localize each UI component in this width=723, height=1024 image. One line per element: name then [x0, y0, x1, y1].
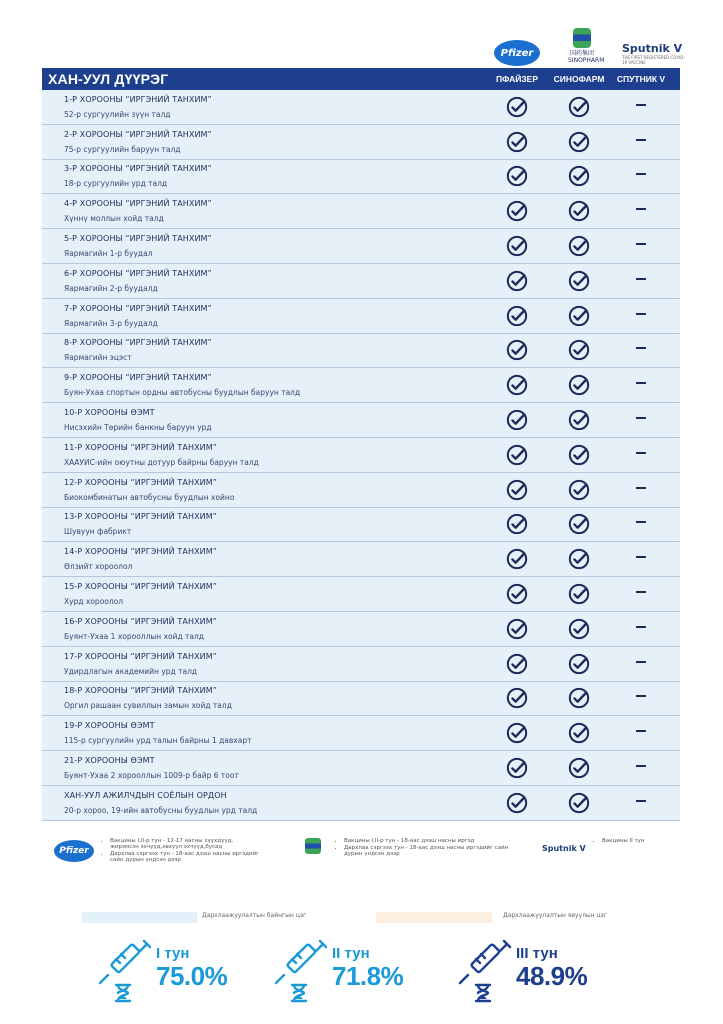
cell-sinopharm [548, 403, 610, 437]
check-circle-icon [506, 513, 528, 535]
cell-sinopharm [548, 508, 610, 542]
table-row [42, 125, 680, 160]
pfizer-note-item: • Дархлаа сэргээх тун - 18-аас дээш насны иргэдийг сайн дурын үндсэн дээр [110, 851, 260, 863]
dash-icon [636, 556, 646, 558]
pfizer-note-item: • Вакцины I,II-р тун - 12-17 насны хүүхдүүд, жирэмсэн эхчүүд,хөхүүл эхчүүд,бусад [110, 838, 260, 850]
cell-sputnik [610, 786, 672, 820]
location-name: 5-Р ХОРООНЫ “ИРГЭНИЙ ТАНХИМ” [64, 234, 212, 244]
cell-sputnik [610, 334, 672, 368]
location-name: 15-Р ХОРООНЫ “ИРГЭНИЙ ТАНХИМ” [64, 582, 217, 592]
cell-sinopharm [548, 299, 610, 333]
availability-cells [466, 682, 680, 716]
location-name: 10-Р ХОРООНЫ ӨЭМТ [64, 408, 155, 418]
check-circle-icon [568, 444, 590, 466]
check-circle-icon [506, 200, 528, 222]
cell-pfizer [486, 403, 548, 437]
location-name: 4-Р ХОРООНЫ “ИРГЭНИЙ ТАНХИМ” [64, 199, 212, 209]
availability-cells [466, 90, 680, 124]
table-row [42, 160, 680, 195]
location-cell [42, 368, 466, 402]
location-cell [42, 786, 466, 820]
dose-percent: 71.8% [332, 961, 404, 991]
dash-icon [636, 661, 646, 663]
check-circle-icon [568, 618, 590, 640]
check-circle-icon [568, 270, 590, 292]
cell-sputnik [610, 438, 672, 472]
check-circle-icon [568, 339, 590, 361]
table-row [42, 612, 680, 647]
availability-cells [466, 299, 680, 333]
location-address: 52-р сургуулийн зүүн талд [64, 109, 171, 119]
cell-pfizer [486, 508, 548, 542]
check-circle-icon [568, 235, 590, 257]
check-circle-icon [506, 165, 528, 187]
cell-sinopharm [548, 368, 610, 402]
availability-cells [466, 542, 680, 576]
cell-sputnik [610, 647, 672, 681]
location-name: 8-Р ХОРООНЫ “ИРГЭНИЙ ТАНХИМ” [64, 338, 212, 348]
sinopharm-note [334, 838, 509, 858]
location-cell [42, 160, 466, 194]
cell-pfizer [486, 264, 548, 298]
check-circle-icon [506, 96, 528, 118]
location-address: Яармагийн 2-р буудалд [64, 283, 158, 293]
table-row [42, 403, 680, 438]
availability-cells [466, 612, 680, 646]
cell-pfizer [486, 160, 548, 194]
check-circle-icon [506, 270, 528, 292]
location-address: Хурд хороолол [64, 597, 124, 607]
check-circle-icon [568, 96, 590, 118]
dash-icon [636, 521, 646, 523]
table-row [42, 229, 680, 264]
check-circle-icon [568, 165, 590, 187]
cell-pfizer [486, 751, 548, 785]
legend-swatch-mobile [376, 912, 492, 923]
location-name: 13-Р ХОРООНЫ “ИРГЭНИЙ ТАНХИМ” [64, 512, 217, 522]
sinopharm-note-item: • Вакцины I,II-р тун - 18-аас дээш насны иргэд [344, 838, 509, 844]
cell-pfizer [486, 229, 548, 263]
dose-label: I тун [156, 945, 190, 962]
availability-cells [466, 438, 680, 472]
check-circle-icon [568, 374, 590, 396]
check-circle-icon [568, 513, 590, 535]
dash-icon [636, 730, 646, 732]
cell-sinopharm [548, 542, 610, 576]
cell-sputnik [610, 229, 672, 263]
cell-pfizer [486, 334, 548, 368]
location-address: Хүннү моллын хойд талд [64, 214, 164, 224]
legend [82, 910, 622, 926]
availability-cells [466, 125, 680, 159]
cell-pfizer [486, 542, 548, 576]
location-cell [42, 647, 466, 681]
dose-block [96, 935, 266, 1005]
availability-cells [466, 160, 680, 194]
location-name: 11-Р ХОРООНЫ “ИРГЭНИЙ ТАНХИМ” [64, 442, 217, 452]
location-address: Яармагийн эцэст [64, 353, 132, 363]
check-circle-icon [506, 479, 528, 501]
dash-icon [636, 800, 646, 802]
cell-sputnik [610, 194, 672, 228]
cell-sputnik [610, 299, 672, 333]
location-cell [42, 125, 466, 159]
cell-sinopharm [548, 160, 610, 194]
table-row [42, 194, 680, 229]
availability-cells [466, 647, 680, 681]
check-circle-icon [568, 548, 590, 570]
cell-sinopharm [548, 716, 610, 750]
cell-pfizer [486, 368, 548, 402]
sputnik-logo-small: Sputnik V [542, 844, 586, 853]
cell-sputnik [610, 682, 672, 716]
location-address: ХААУИС-ийн оюутны дотуур байрны баруун талд [64, 457, 259, 467]
location-cell [42, 473, 466, 507]
availability-cells [466, 577, 680, 611]
location-address: 20-р хороо, 19-ийн автобусны буудлын урд талд [64, 805, 258, 815]
check-circle-icon [568, 131, 590, 153]
availability-cells [466, 786, 680, 820]
cell-pfizer [486, 194, 548, 228]
cell-sputnik [610, 751, 672, 785]
dash-icon [636, 208, 646, 210]
location-cell [42, 264, 466, 298]
cell-pfizer [486, 299, 548, 333]
table-row [42, 508, 680, 543]
dash-icon [636, 313, 646, 315]
cell-sinopharm [548, 751, 610, 785]
check-circle-icon [506, 235, 528, 257]
table-body [42, 90, 680, 821]
cell-pfizer [486, 647, 548, 681]
availability-cells [466, 751, 680, 785]
cell-sputnik [610, 403, 672, 437]
dash-icon [636, 243, 646, 245]
table-row [42, 90, 680, 125]
vaccination-table [42, 68, 680, 821]
vaccine-notes [54, 830, 674, 880]
dash-icon [636, 382, 646, 384]
location-name: 7-Р ХОРООНЫ “ИРГЭНИЙ ТАНХИМ” [64, 303, 212, 313]
check-circle-icon [506, 792, 528, 814]
location-cell [42, 751, 466, 785]
cell-pfizer [486, 90, 548, 124]
location-cell [42, 194, 466, 228]
table-row [42, 368, 680, 403]
cell-sinopharm [548, 264, 610, 298]
availability-cells [466, 194, 680, 228]
location-cell [42, 682, 466, 716]
check-circle-icon [568, 479, 590, 501]
location-address: Оргил рашаан сувиллын замын хойд талд [64, 701, 232, 711]
availability-cells [466, 473, 680, 507]
cell-sputnik [610, 577, 672, 611]
dash-icon [636, 417, 646, 419]
dose-label: III тун [516, 945, 558, 962]
syringe-hourglass-icon [456, 937, 514, 1003]
cell-sputnik [610, 473, 672, 507]
check-circle-icon [506, 757, 528, 779]
sinopharm-logo-small [302, 838, 324, 866]
cell-pfizer [486, 786, 548, 820]
sputnik-note [592, 838, 672, 845]
location-cell [42, 438, 466, 472]
dose-coverage [96, 935, 616, 1005]
table-row [42, 751, 680, 786]
check-circle-icon [506, 618, 528, 640]
check-circle-icon [506, 548, 528, 570]
dash-icon [636, 452, 646, 454]
location-name: 19-Р ХОРООНЫ ӨЭМТ [64, 721, 155, 731]
location-name: 17-Р ХОРООНЫ “ИРГЭНИЙ ТАНХИМ” [64, 651, 217, 661]
check-circle-icon [506, 444, 528, 466]
table-row [42, 682, 680, 717]
cell-sinopharm [548, 682, 610, 716]
location-name: 16-Р ХОРООНЫ “ИРГЭНИЙ ТАНХИМ” [64, 616, 217, 626]
location-address: 75-р сургуулийн баруун талд [64, 144, 181, 154]
location-cell [42, 612, 466, 646]
location-address: Биокомбинатын автобусны буудлын хойно [64, 492, 235, 502]
dose-percent: 75.0% [156, 961, 228, 991]
location-name: 18-Р ХОРООНЫ “ИРГЭНИЙ ТАНХИМ” [64, 686, 217, 696]
legend-label-mobile: Дархлаажуулалтын явуулын цэг [503, 912, 608, 919]
cell-sinopharm [548, 577, 610, 611]
cell-pfizer [486, 682, 548, 716]
check-circle-icon [506, 653, 528, 675]
location-name: 12-Р ХОРООНЫ “ИРГЭНИЙ ТАНХИМ” [64, 477, 217, 487]
table-row [42, 334, 680, 369]
availability-cells [466, 229, 680, 263]
pfizer-note [100, 838, 260, 864]
check-circle-icon [568, 305, 590, 327]
dash-icon [636, 765, 646, 767]
location-name: 14-Р ХОРООНЫ “ИРГЭНИЙ ТАНХИМ” [64, 547, 217, 557]
check-circle-icon [568, 200, 590, 222]
location-address: Буянт-Ухаа 2 хорооллын 1009-р байр 6 тоот [64, 771, 239, 781]
dash-icon [636, 626, 646, 628]
location-cell [42, 716, 466, 750]
check-circle-icon [506, 131, 528, 153]
dose-block [272, 935, 442, 1005]
cell-sinopharm [548, 612, 610, 646]
location-cell [42, 299, 466, 333]
check-circle-icon [568, 722, 590, 744]
syringe-hourglass-icon [96, 937, 154, 1003]
cell-sinopharm [548, 229, 610, 263]
sinopharm-cn-label: 国药集团 [569, 50, 594, 57]
column-sinopharm: СИНОФАРМ [553, 74, 605, 84]
check-circle-icon [506, 583, 528, 605]
legend-swatch-permanent [82, 912, 197, 923]
location-address: Шувуун фабрикт [64, 527, 132, 537]
cell-sinopharm [548, 647, 610, 681]
check-circle-icon [506, 722, 528, 744]
check-circle-icon [568, 792, 590, 814]
location-address: Яармагийн 3-р буудалд [64, 318, 158, 328]
dose-block [456, 935, 626, 1005]
cell-sputnik [610, 542, 672, 576]
table-row [42, 716, 680, 751]
location-address: Нисэхийн Төрийн банкны баруун урд [64, 423, 212, 433]
location-cell [42, 229, 466, 263]
cell-pfizer [486, 125, 548, 159]
location-name: 1-Р ХОРООНЫ “ИРГЭНИЙ ТАНХИМ” [64, 94, 212, 104]
sinopharm-mark-icon [305, 838, 321, 854]
availability-cells [466, 334, 680, 368]
cell-sinopharm [548, 125, 610, 159]
sinopharm-mark-icon [573, 28, 591, 48]
dash-icon [636, 347, 646, 349]
check-circle-icon [506, 409, 528, 431]
location-address: 18-р сургуулийн урд талд [64, 179, 168, 189]
location-address: Удирдлагын академийн урд талд [64, 666, 198, 676]
cell-sinopharm [548, 194, 610, 228]
pfizer-logo: Pfizer [494, 40, 540, 66]
table-row [42, 542, 680, 577]
sputnik-logo: Sputnik V THE FIRST REGISTERED COVID-19 VACCINE [622, 42, 685, 65]
location-name: 9-Р ХОРООНЫ “ИРГЭНИЙ ТАНХИМ” [64, 373, 212, 383]
sputnik-note-item: • Вакцины II тун [602, 838, 672, 844]
district-title: ХАН-УУЛ ДҮҮРЭГ [48, 71, 169, 87]
check-circle-icon [568, 653, 590, 675]
availability-cells [466, 716, 680, 750]
cell-sputnik [610, 125, 672, 159]
table-row [42, 473, 680, 508]
check-circle-icon [506, 687, 528, 709]
location-address: 115-р сургуулийн урд талын байрны 1 давхарт [64, 736, 252, 746]
table-header [42, 68, 680, 90]
check-circle-icon [506, 339, 528, 361]
check-circle-icon [506, 305, 528, 327]
dash-icon [636, 591, 646, 593]
cell-sinopharm [548, 438, 610, 472]
location-cell [42, 90, 466, 124]
dash-icon [636, 278, 646, 280]
column-sputnik: СПУТНИК V [616, 74, 666, 84]
location-cell [42, 334, 466, 368]
dash-icon [636, 173, 646, 175]
table-row [42, 299, 680, 334]
location-name: 2-Р ХОРООНЫ “ИРГЭНИЙ ТАНХИМ” [64, 129, 212, 139]
sinopharm-logo [568, 28, 605, 68]
vaccine-logos [488, 28, 688, 70]
location-address: Өлзийт хороолол [64, 562, 133, 572]
location-cell [42, 577, 466, 611]
check-circle-icon [568, 409, 590, 431]
cell-pfizer [486, 473, 548, 507]
location-cell [42, 403, 466, 437]
dash-icon [636, 139, 646, 141]
location-name: ХАН-УУЛ АЖИЛЧДЫН СОЁЛЫН ОРДОН [64, 790, 227, 800]
cell-pfizer [486, 612, 548, 646]
dash-icon [636, 104, 646, 106]
cell-sputnik [610, 368, 672, 402]
check-circle-icon [568, 757, 590, 779]
cell-pfizer [486, 716, 548, 750]
cell-sputnik [610, 612, 672, 646]
location-name: 21-Р ХОРООНЫ ӨЭМТ [64, 756, 155, 766]
check-circle-icon [568, 583, 590, 605]
table-row [42, 647, 680, 682]
availability-cells [466, 508, 680, 542]
dash-icon [636, 695, 646, 697]
legend-label-permanent: Дархлаажуулалтын байнгын цэг [202, 912, 307, 919]
cell-sinopharm [548, 473, 610, 507]
pfizer-logo-small: Pfizer [54, 840, 94, 862]
table-row [42, 438, 680, 473]
location-address: Буянт-Ухаа 1 хорооллын хойд талд [64, 631, 204, 641]
cell-sputnik [610, 90, 672, 124]
cell-pfizer [486, 577, 548, 611]
dose-percent: 48.9% [516, 961, 588, 991]
cell-sputnik [610, 508, 672, 542]
cell-sinopharm [548, 90, 610, 124]
location-address: Буян-Ухаа спортын ордны автобусны буудлын баруун талд [64, 388, 301, 398]
location-name: 6-Р ХОРООНЫ “ИРГЭНИЙ ТАНХИМ” [64, 268, 212, 278]
check-circle-icon [506, 374, 528, 396]
cell-sputnik [610, 264, 672, 298]
sinopharm-label: SINOPHARM [568, 57, 605, 64]
availability-cells [466, 264, 680, 298]
cell-pfizer [486, 438, 548, 472]
table-row [42, 264, 680, 299]
syringe-hourglass-icon [272, 937, 330, 1003]
dash-icon [636, 487, 646, 489]
column-pfizer: ПФАЙЗЕР [495, 74, 539, 84]
location-name: 3-Р ХОРООНЫ “ИРГЭНИЙ ТАНХИМ” [64, 164, 212, 174]
location-cell [42, 542, 466, 576]
cell-sputnik [610, 160, 672, 194]
cell-sinopharm [548, 334, 610, 368]
availability-cells [466, 403, 680, 437]
dose-label: II тун [332, 945, 370, 962]
table-row [42, 786, 680, 821]
cell-sinopharm [548, 786, 610, 820]
sinopharm-note-item: • Дархлаа сэргээх тун - 18-аас дээш насны иргэдийг сайн дурын үндсэн дээр [344, 845, 509, 857]
availability-cells [466, 368, 680, 402]
location-cell [42, 508, 466, 542]
cell-sputnik [610, 716, 672, 750]
location-address: Яармагийн 1-р буудал [64, 249, 153, 259]
table-row [42, 577, 680, 612]
check-circle-icon [568, 687, 590, 709]
